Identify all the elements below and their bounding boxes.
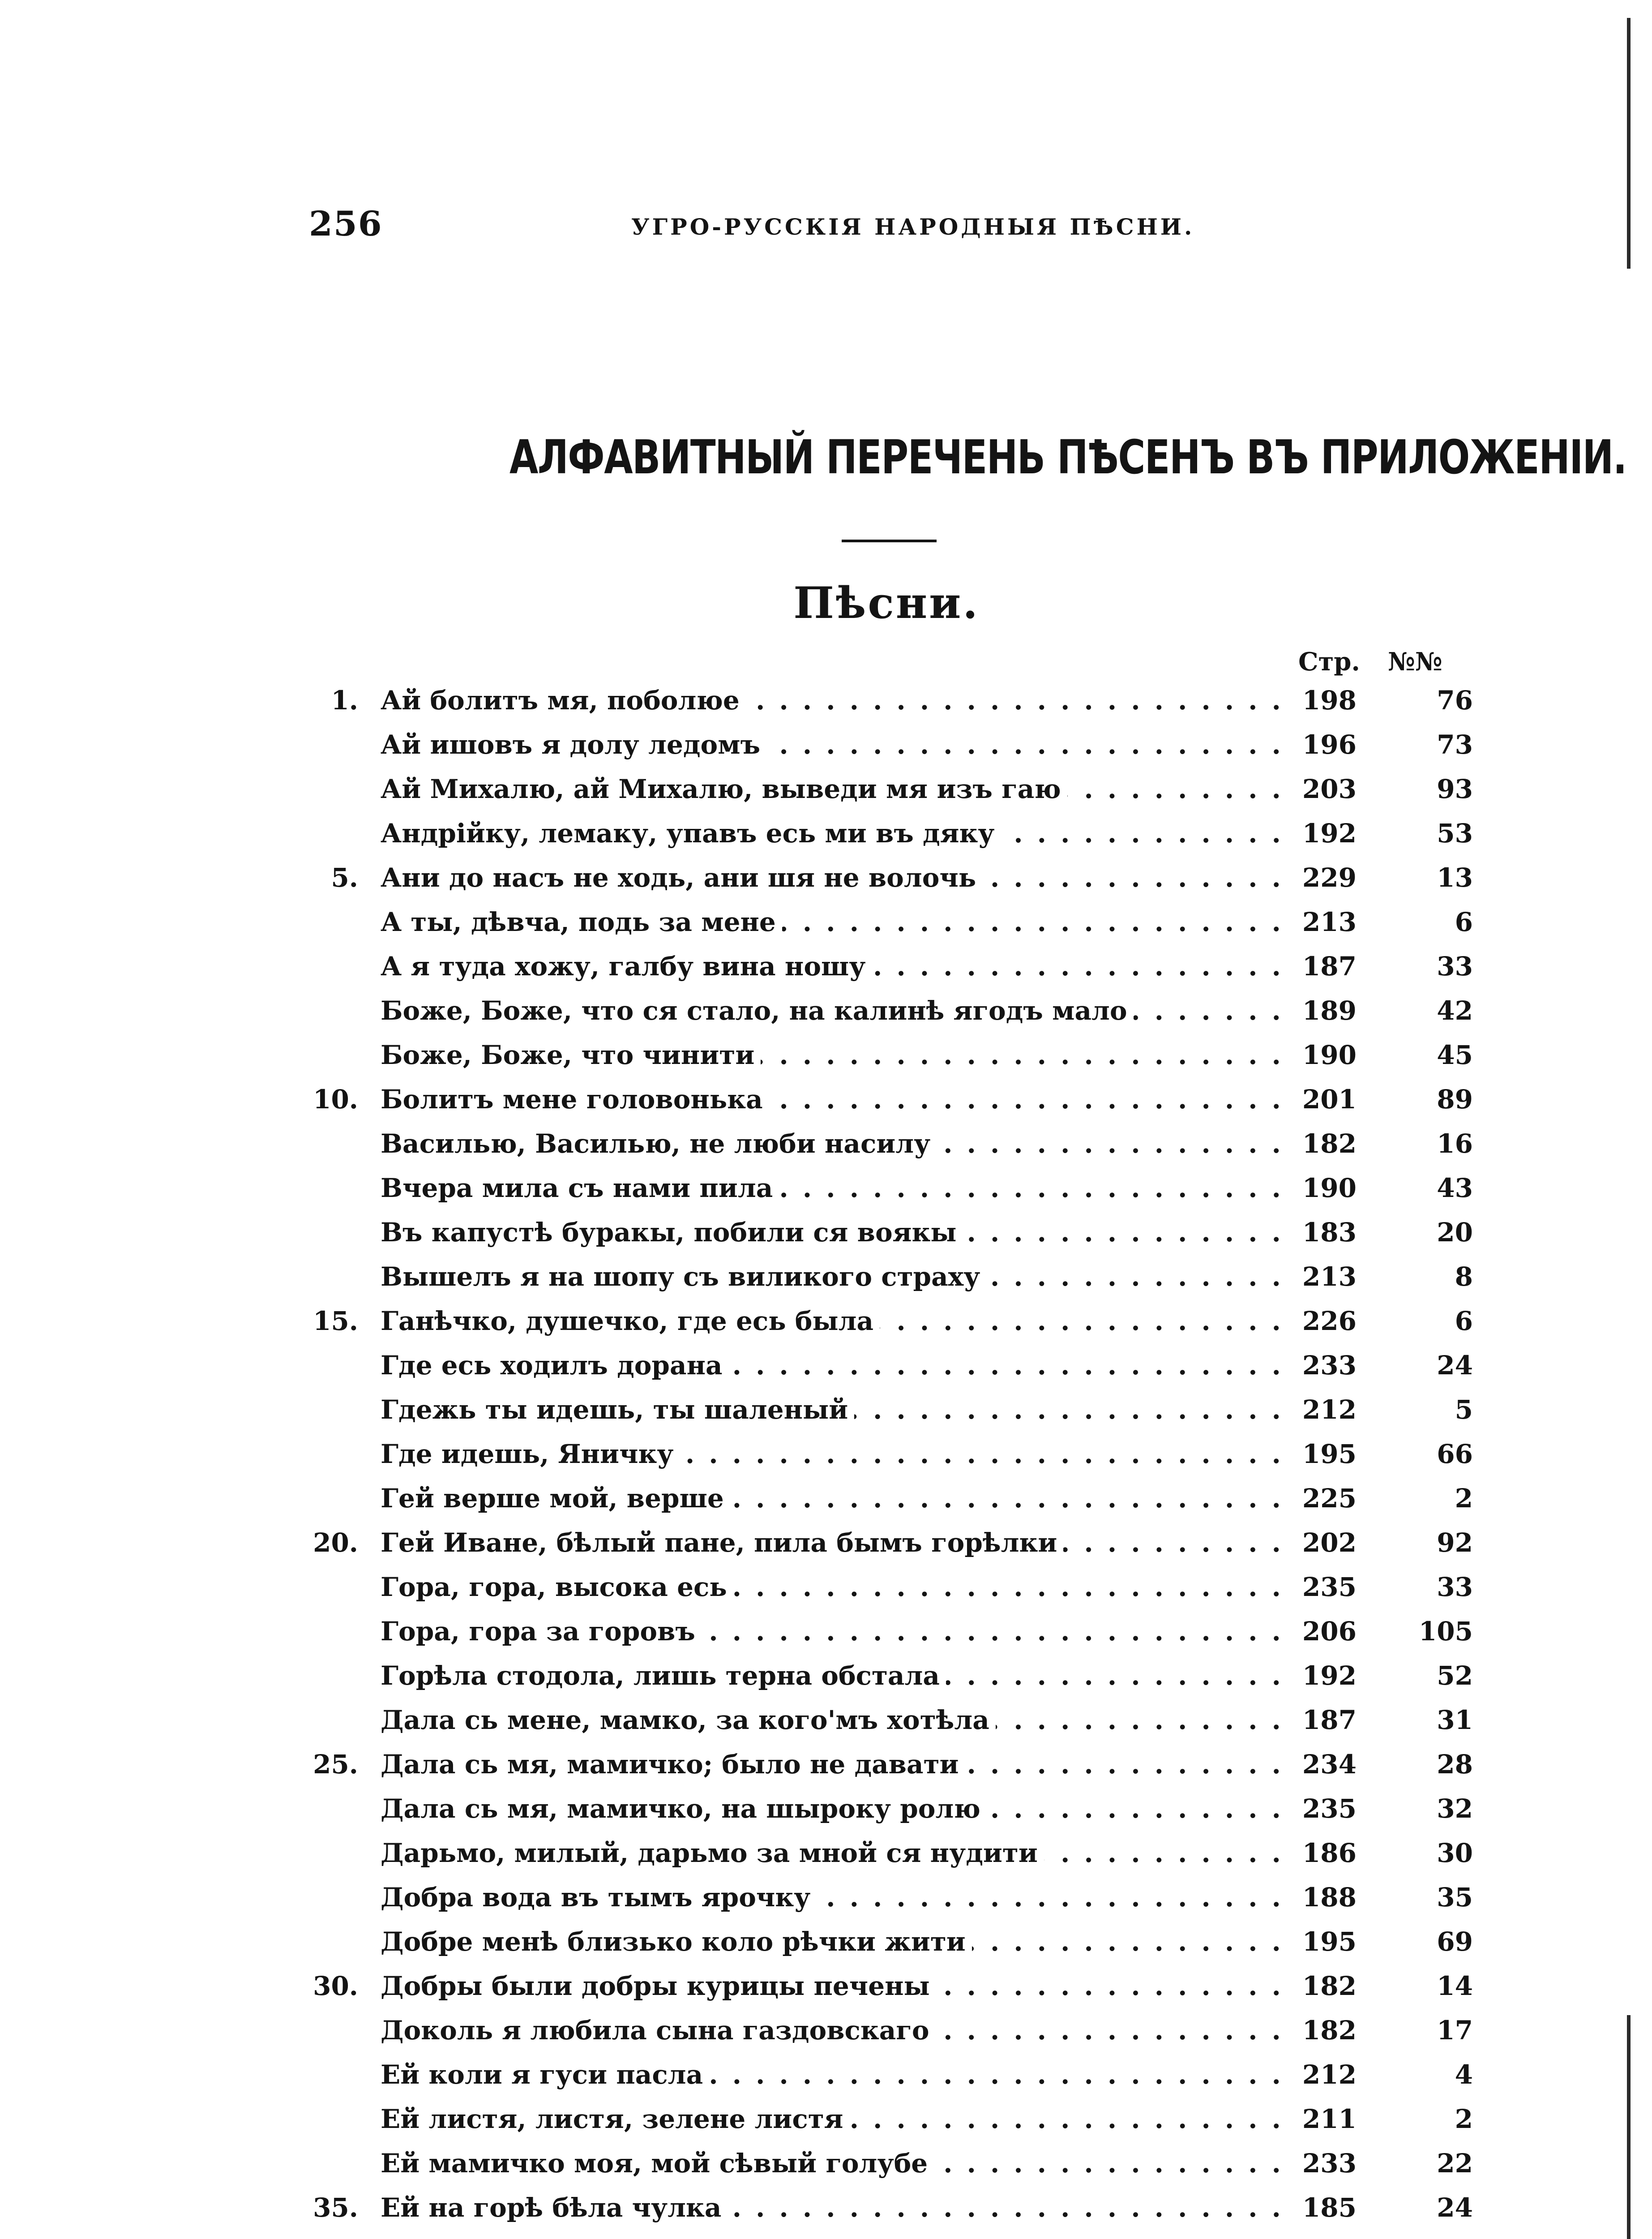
entry-index: 1. [331, 685, 358, 716]
list-item [295, 1120, 1477, 1164]
entry-title: Где идешь, Яничку [381, 1439, 680, 1469]
entry-number: 24 [1437, 1350, 1473, 1381]
list-item [295, 1563, 1477, 1607]
entry-number: 45 [1437, 1040, 1473, 1070]
list-item [295, 1164, 1477, 1208]
entry-number: 66 [1437, 1439, 1473, 1469]
entry-title: Гдежь ты идешь, ты шаленый [381, 1394, 854, 1425]
entry-number: 33 [1437, 1572, 1473, 1602]
entry-title-leader [381, 1128, 1294, 1159]
entry-title-leader [381, 1926, 1294, 1957]
title-divider [842, 540, 937, 542]
entry-title: Болитъ мене головонька [381, 1084, 769, 1115]
scan-edge-mark [1627, 18, 1631, 269]
entry-title-leader [381, 1572, 1294, 1602]
entry-title-leader [381, 1749, 1294, 1780]
entry-title: Ай болитъ мя, поболюе [381, 685, 746, 716]
entry-number: 76 [1437, 685, 1473, 716]
entry-number: 14 [1437, 1971, 1473, 2001]
scan-edge-mark [1627, 2015, 1631, 2239]
entry-number: 30 [1437, 1838, 1473, 1868]
list-item [295, 898, 1477, 942]
list-item [295, 2006, 1477, 2050]
entry-page: 183 [1302, 1217, 1357, 1248]
list-item [295, 676, 1477, 721]
entry-title: Добре менѣ близько коло рѣчки жити [381, 1926, 972, 1957]
entry-title-leader [381, 1439, 1294, 1469]
entry-page: 195 [1302, 1926, 1357, 1957]
list-item [295, 1784, 1477, 1829]
list-item [295, 2139, 1477, 2183]
entry-page: 186 [1302, 1838, 1357, 1868]
page-number: 256 [309, 204, 383, 244]
list-item [295, 2050, 1477, 2095]
entry-number: 28 [1437, 1749, 1473, 1780]
entry-index: 10. [313, 1084, 358, 1115]
list-item [295, 721, 1477, 765]
entry-title: Ей на горѣ бѣла чулка [381, 2192, 728, 2223]
entry-title-leader [381, 1838, 1294, 1868]
page-title: АЛФАВИТНЫЙ ПЕРЕЧЕНЬ ПѢСЕНЪ ВЪ ПРИЛОЖЕНІИ. [509, 430, 1626, 485]
list-item [295, 1474, 1477, 1518]
entry-title-leader [381, 1616, 1294, 1647]
entry-title-leader [381, 2104, 1294, 2134]
entry-index: 5. [331, 862, 358, 893]
entry-title-leader [381, 2059, 1294, 2090]
entry-page: 206 [1302, 1616, 1357, 1647]
entry-title-leader [381, 1527, 1294, 1558]
entry-title-leader [381, 1040, 1294, 1070]
entry-title: Василью, Василью, не люби насилу [381, 1128, 937, 1159]
entry-title-leader [381, 1971, 1294, 2001]
entry-page: 198 [1302, 685, 1357, 716]
list-item [295, 1252, 1477, 1297]
entry-title: Боже, Боже, что ся стало, на калинѣ ягодъ мало [381, 995, 1134, 1026]
entry-title: Вышелъ я на шопу съ виликого страху [381, 1261, 986, 1292]
entry-index: 15. [313, 1306, 358, 1336]
column-header-number: №№ [1388, 647, 1442, 677]
entry-index: 20. [313, 1527, 358, 1558]
list-item [295, 809, 1477, 854]
list-item [295, 1696, 1477, 1740]
list-item [295, 2183, 1477, 2228]
entry-title: Добра вода въ тымъ ярочку [381, 1882, 817, 1913]
entry-number: 6 [1455, 1306, 1473, 1336]
list-item [295, 765, 1477, 809]
entry-page: 192 [1302, 818, 1357, 849]
entry-number: 93 [1437, 774, 1473, 804]
entry-number: 32 [1437, 1793, 1473, 1824]
list-item [295, 1962, 1477, 2006]
list-item [295, 1075, 1477, 1120]
entry-number: 33 [1437, 951, 1473, 982]
entry-number: 89 [1437, 1084, 1473, 1115]
entry-title: Гора, гора, высока есь [381, 1572, 733, 1602]
entry-number: 105 [1418, 1616, 1473, 1647]
entry-title: Ай ишовъ я долу ледомъ [381, 729, 766, 760]
column-header-page: Стр. [1298, 647, 1360, 677]
entry-title: Доколь я любила сына газдовскаго [381, 2015, 936, 2046]
entry-number: 43 [1437, 1173, 1473, 1203]
entry-page: 182 [1302, 2015, 1357, 2046]
entry-title-leader [381, 2148, 1294, 2179]
entry-title-leader [381, 1084, 1294, 1115]
entry-number: 42 [1437, 995, 1473, 1026]
entry-title: Где есь ходилъ дорана [381, 1350, 729, 1381]
entry-title-leader [381, 1483, 1294, 1514]
entry-page: 185 [1302, 2192, 1357, 2223]
running-header [309, 204, 1473, 253]
entry-number: 73 [1437, 729, 1473, 760]
entry-title: Въ капустѣ буракы, побили ся воякы [381, 1217, 963, 1248]
entry-number: 31 [1437, 1705, 1473, 1735]
entry-title-leader [381, 1173, 1294, 1203]
entry-title: Ей коли я гуси пасла [381, 2059, 709, 2090]
entry-number: 2 [1455, 2104, 1473, 2134]
entry-title: Дала сь мя, мамичко, на шыроку ролю [381, 1793, 987, 1824]
entry-title: Горѣла стодола, лишь терна обстала [381, 1660, 946, 1691]
entry-number: 22 [1437, 2148, 1473, 2179]
entry-number: 6 [1455, 907, 1473, 937]
entry-title-leader [381, 1217, 1294, 1248]
entry-page: 235 [1302, 1572, 1357, 1602]
entry-title: Дала сь мя, мамичко; было не давати [381, 1749, 965, 1780]
entry-title: Гей верше мой, верше [381, 1483, 730, 1514]
entry-title: Ей листя, листя, зелене листя [381, 2104, 850, 2134]
entry-page: 203 [1302, 774, 1357, 804]
list-item [295, 1385, 1477, 1430]
entry-page: 189 [1302, 995, 1357, 1026]
entry-number: 17 [1437, 2015, 1473, 2046]
entry-title-leader [381, 1261, 1294, 1292]
entry-page: 192 [1302, 1660, 1357, 1691]
running-title: УГРО-РУССКІЯ НАРОДНЫЯ ПѢСНИ. [631, 214, 1195, 240]
entry-page: 190 [1302, 1040, 1357, 1070]
entry-page: 201 [1302, 1084, 1357, 1115]
list-item [295, 854, 1477, 898]
list-item [295, 1829, 1477, 1873]
entry-title-leader [381, 685, 1294, 716]
entry-number: 5 [1455, 1394, 1473, 1425]
entry-title-leader [381, 1394, 1294, 1425]
entry-number: 35 [1437, 1882, 1473, 1913]
list-item [295, 1607, 1477, 1651]
list-item [295, 942, 1477, 987]
entry-page: 212 [1302, 1394, 1357, 1425]
entry-title-leader [381, 818, 1294, 849]
list-item [295, 1341, 1477, 1385]
entry-title: Андрійку, лемаку, упавъ есь ми въ дяку [381, 818, 1001, 849]
entry-title: Добры были добры курицы печены [381, 1971, 936, 2001]
entry-page: 233 [1302, 2148, 1357, 2179]
list-item [295, 1430, 1477, 1474]
entry-title: Дарьмо, милый, дарьмо за мной ся нудити [381, 1838, 1044, 1868]
entry-page: 187 [1302, 1705, 1357, 1735]
entry-page: 234 [1302, 1749, 1357, 1780]
entry-title: А ты, дѣвча, подь за мене [381, 907, 782, 937]
entry-page: 235 [1302, 1793, 1357, 1824]
entry-page: 229 [1302, 862, 1357, 893]
entry-number: 92 [1437, 1527, 1473, 1558]
list-item [295, 987, 1477, 1031]
entry-title-leader [381, 774, 1294, 804]
entry-number: 24 [1437, 2192, 1473, 2223]
entry-title-leader [381, 951, 1294, 982]
entry-page: 213 [1302, 1261, 1357, 1292]
list-item [295, 2095, 1477, 2139]
entry-title-leader [381, 907, 1294, 937]
entry-page: 202 [1302, 1527, 1357, 1558]
entry-page: 195 [1302, 1439, 1357, 1469]
entry-index: 30. [313, 1971, 358, 2001]
entry-title-leader [381, 1793, 1294, 1824]
list-item [295, 1031, 1477, 1075]
entry-title: Ай Михалю, ай Михалю, выведи мя изъ гаю [381, 774, 1067, 804]
entry-page: 188 [1302, 1882, 1357, 1913]
entry-page: 187 [1302, 951, 1357, 982]
entry-title: Боже, Боже, что чинити [381, 1040, 761, 1070]
entry-number: 20 [1437, 1217, 1473, 1248]
entry-page: 211 [1302, 2104, 1357, 2134]
entry-page: 182 [1302, 1971, 1357, 2001]
entry-title-leader [381, 862, 1294, 893]
entry-number: 2 [1455, 1483, 1473, 1514]
entry-title-leader [381, 729, 1294, 760]
list-item [295, 1873, 1477, 1917]
entry-title: Гора, гора за горовъ [381, 1616, 702, 1647]
entry-title: А я туда хожу, галбу вина ношу [381, 951, 872, 982]
entry-title: Ей мамичко моя, мой сѣвый голубе [381, 2148, 934, 2179]
entry-title-leader [381, 1660, 1294, 1691]
entry-number: 69 [1437, 1926, 1473, 1957]
entry-page: 225 [1302, 1483, 1357, 1514]
entry-index: 35. [313, 2192, 358, 2223]
entry-number: 52 [1437, 1660, 1473, 1691]
entry-title: Гей Иване, бѣлый пане, пила бымъ горѣлки [381, 1527, 1063, 1558]
entry-title: Ганѣчко, душечко, где есь была [381, 1306, 880, 1336]
entry-number: 8 [1455, 1261, 1473, 1292]
entry-page: 226 [1302, 1306, 1357, 1336]
entry-title-leader [381, 995, 1294, 1026]
entry-number: 53 [1437, 818, 1473, 849]
entry-title-leader [381, 1350, 1294, 1381]
entry-title: Дала сь мене, мамко, за кого'мъ хотѣла [381, 1705, 996, 1735]
entry-index: 25. [313, 1749, 358, 1780]
entry-page: 233 [1302, 1350, 1357, 1381]
list-item [295, 1740, 1477, 1784]
entry-number: 16 [1437, 1128, 1473, 1159]
entry-title-leader [381, 2015, 1294, 2046]
entry-page: 212 [1302, 2059, 1357, 2090]
entry-page: 190 [1302, 1173, 1357, 1203]
entry-page: 196 [1302, 729, 1357, 760]
entry-title-leader [381, 1882, 1294, 1913]
list-item [295, 1297, 1477, 1341]
list-item [295, 1651, 1477, 1696]
entry-title-leader [381, 1705, 1294, 1735]
entry-title-leader [381, 1306, 1294, 1336]
entry-number: 13 [1437, 862, 1473, 893]
song-index-list [295, 676, 1477, 2228]
entry-page: 182 [1302, 1128, 1357, 1159]
entry-title: Вчера мила съ нами пила [381, 1173, 779, 1203]
list-item [295, 1208, 1477, 1252]
list-item [295, 1917, 1477, 1962]
list-item [295, 1518, 1477, 1563]
entry-title-leader [381, 2192, 1294, 2223]
entry-number: 4 [1455, 2059, 1473, 2090]
section-heading: Пѣсни. [793, 578, 980, 628]
entry-title: Ани до насъ не ходь, ани шя не волочь [381, 862, 982, 893]
entry-page: 213 [1302, 907, 1357, 937]
